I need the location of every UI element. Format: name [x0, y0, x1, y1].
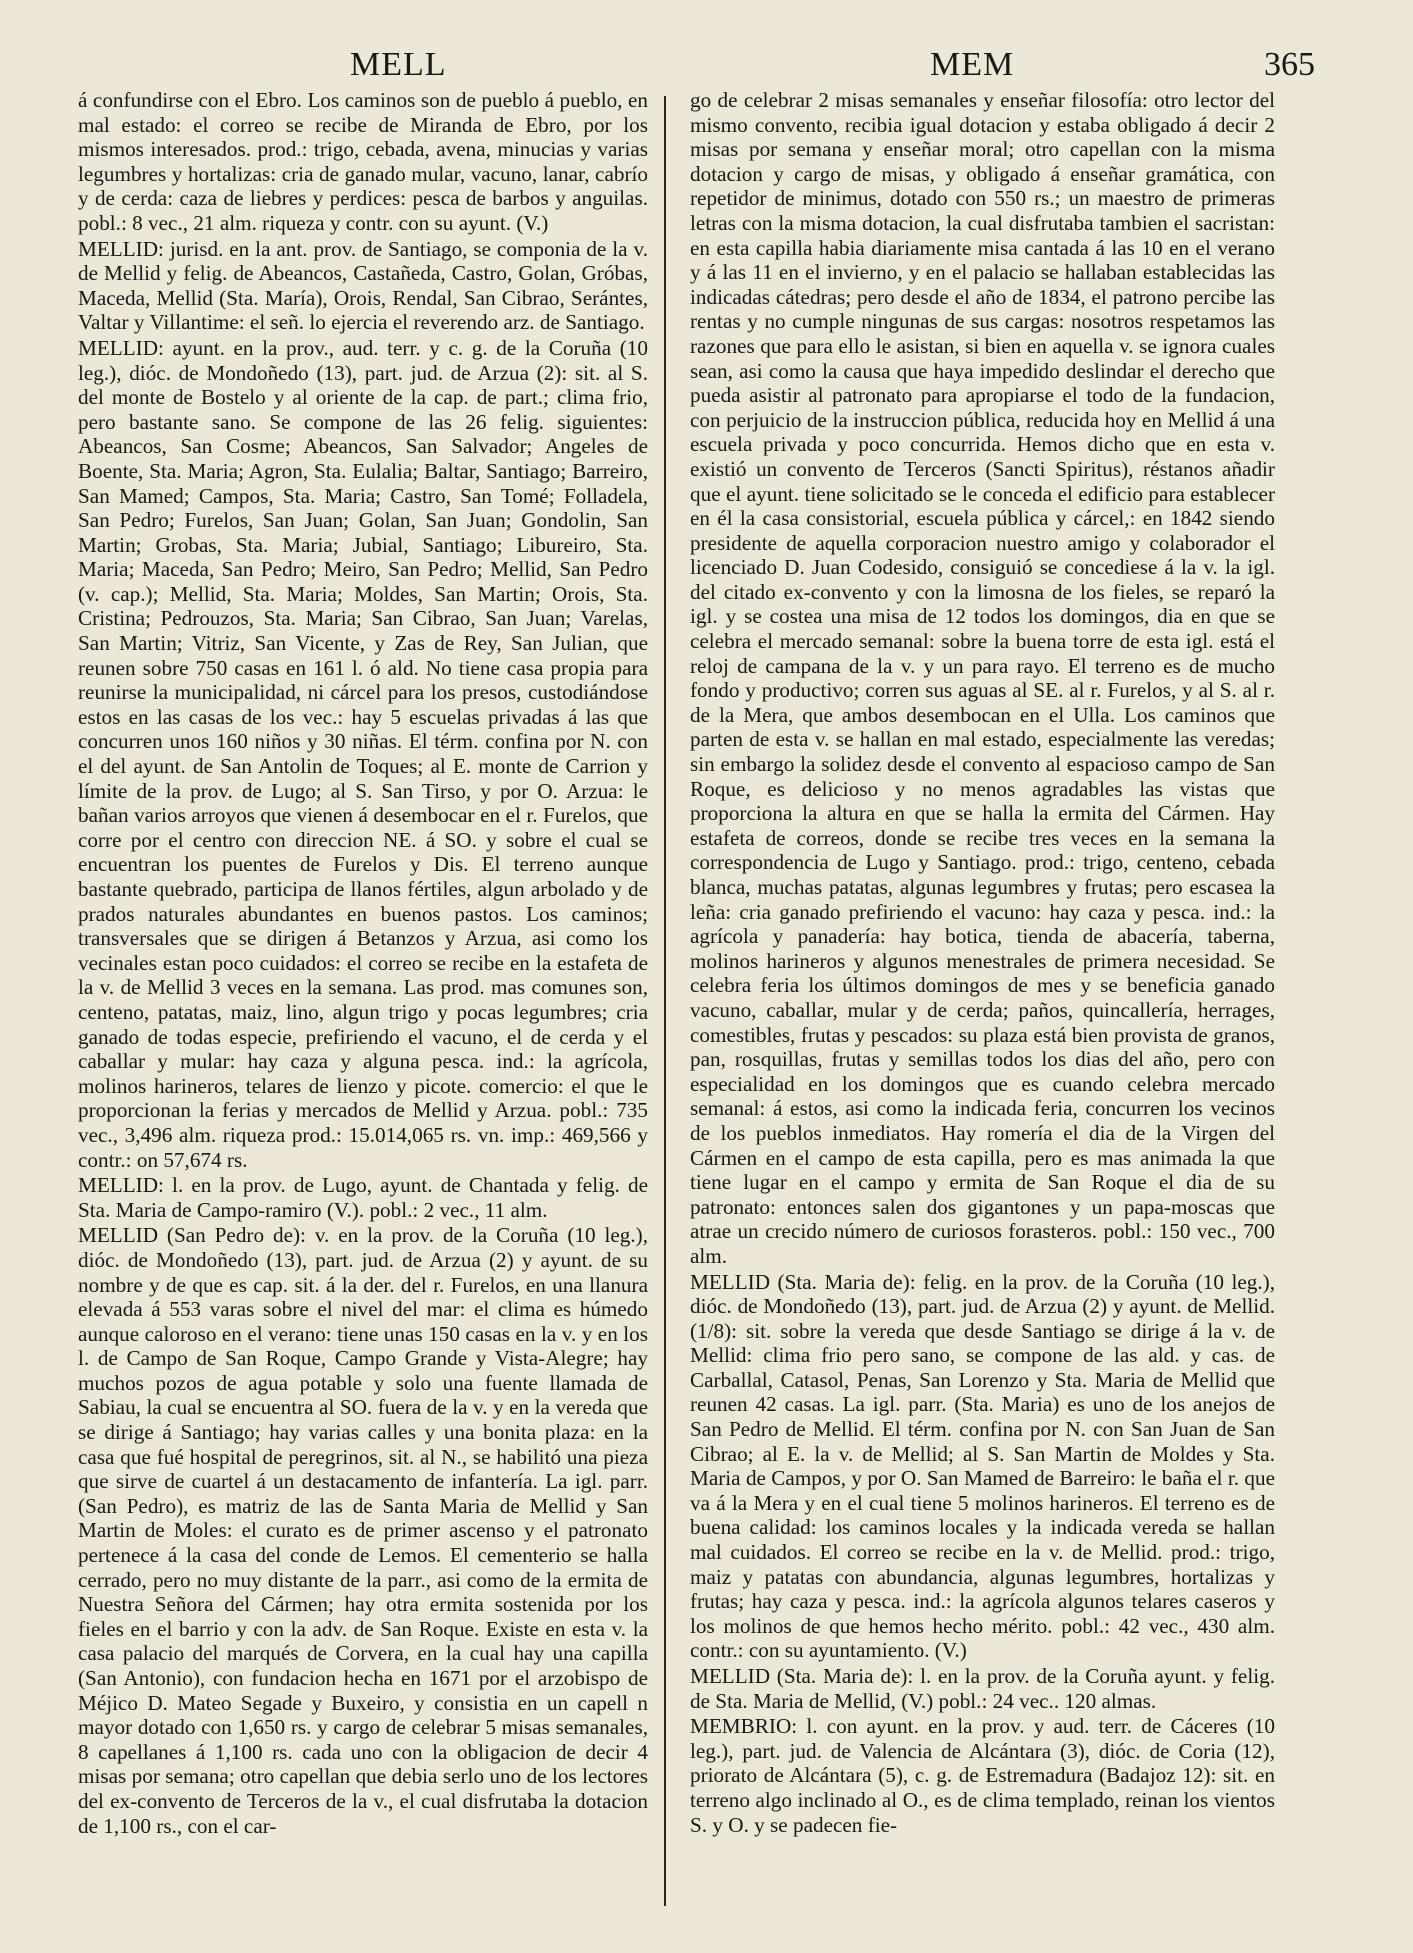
- page-header: [60, 40, 1360, 90]
- column-divider: [664, 96, 666, 1906]
- running-head-left: MELL: [350, 46, 447, 83]
- entry-paragraph: MELLID (San Pedro de): v. en la prov. de la Coruña (10 leg.), dióc. de Mondoñedo (13), part. jud. de Arzua (2) y ayunt. de su nombre y de que es cap. sit. á la der. del r. Furelos, en una llanura elevada á 553 varas sobre el nivel del mar: el clima es húmedo aunque caloroso en el verano: tiene unas 150 casas en la v. y en los l. de Campo de San Roque, Campo Grande y Vista-Alegre; hay muchos pozos de agua potable y solo una fuente llamada de Sabiau, la cual se encuentra al SO. fuera de la v. y en la vereda que se dirige á Santiago; hay varias calles y una bonita plaza: en la casa que fué hospital de peregrinos, sit. al N., se habilitó una pieza que sirve de cuartel á un destacamento de infantería. La igl. parr. (San Pedro), es matriz de las de Santa Maria de Mellid y San Martin de Moles: el curato es de primer ascenso y el patronato pertenece á la casa del conde de Lemos. El cementerio se halla cerrado, pero no muy distante de la parr., asi como de la ermita de Nuestra Señora del Cármen; hay otra ermita sostenida por los fieles en el barrio y con la adv. de San Roque. Existe en esta v. la casa palacio del marqués de Corvera, en la cual hay una capilla (San Antonio), con fundacion hecha en 1671 por el arzobispo de Méjico D. Mateo Segade y Buxeiro, y consistia en un capell n mayor dotado con 1,650 rs. y cargo de celebrar 5 misas semanales, 8 capellanes á 1,100 rs. cada uno con la obligacion de decir 4 misas por semana; otro capellan que debia serlo uno de los lectores del ex-convento de Terceros de la v., el cual disfrutaba la dotacion de 1,100 rs., con el car-: [78, 1223, 648, 1838]
- entry-paragraph: MEMBRIO: l. con ayunt. en la prov. y aud. terr. de Cáceres (10 leg.), part. jud. de Valencia de Alcántara (3), dióc. de Coria (12), priorato de Alcántara (5), c. g. de Estremadura (Badajoz 12): sit. en terreno algo inclinado al O., es de clima templado, reinan los vientos S. y O. y se padecen fie-: [690, 1714, 1275, 1837]
- entry-paragraph: go de celebrar 2 misas semanales y enseñar filosofía: otro lector del mismo convento, recibia igual dotacion y estaba obligado á decir 2 misas por semana y enseñar moral; otro capellan con la misma dotacion y cargo de misas, y obligado á enseñar gramática, con repetidor de minimus, dotado con 550 rs.; un maestro de primeras letras con la misma dotacion, la cual disfrutaba tambien el sacristan: en esta capilla habia diariamente misa cantada á las 10 en el verano y á las 11 en el invierno, y en el palacio se hallaban establecidas las indicadas cátedras; pero desde el año de 1834, el patrono percibe las rentas y no cumple ningunas de sus cargas: nosotros respetamos las razones que para ello le asistan, si bien en aquella v. se ignora cuales sean, asi como la causa que haya impedido deslindar el derecho que pueda asistir al patronato para apropiarse el todo de la fundacion, con perjuicio de la instruccion pública, reducida hoy en Mellid á una escuela privada y poco concurrida. Hemos dicho que en esta v. existió un convento de Terceros (Sancti Spiritus), réstanos añadir que el ayunt. tiene solicitado se le conceda el edificio para establecer en él la casa consistorial, escuela pública y cárcel,: en 1842 siendo presidente de aquella corporacion nuestro amigo y colaborador el licenciado D. Juan Codesido, consiguió se concediese á la v. la igl. del citado ex-convento y con la limosna de los fieles, se reparó la igl. y se costea una misa de 12 todos los domingos, dia en que se celebra el mercado semanal: sobre la buena torre de esta igl. está el reloj de campana de la v. y un para rayo. El terreno es de mucho fondo y productivo; corren sus aguas al SE. al r. Furelos, y al S. al r. de la Mera, que ambos desembocan en el Ulla. Los caminos que parten de esta v. se hallan en mal estado, especialmente las veredas; sin embargo la solidez desde el convento al espacioso campo de San Roque, es delicioso y no menos agradables las vistas que proporciona la altura en que se halla la ermita del Cármen. Hay estafeta de correos, donde se recibe tres veces en la semana la correspondencia de Lugo y Santiago. prod.: trigo, centeno, cebada blanca, muchas patatas, algunas legumbres y frutas; pero escasea la leña: cria ganado prefiriendo el vacuno: hay caza y pesca. ind.: la agrícola y panadería: hay botica, tienda de abacería, taberna, molinos harineros y algunos menestrales de primera necesidad. Se celebra feria los últimos domingos de mes y se beneficia ganado vacuno, caballar, mular y de cerda; paños, quincallería, herrages, comestibles, frutas y pescados: su plaza está bien provista de granos, pan, rosquillas, frutas y semillas todos los dias del año, pero con especialidad en los domingos que es cuando celebra mercado semanal: á estos, asi como la indicada feria, concurren los vecinos de los pueblos inmediatos. Hay romería el dia de la Virgen del Cármen en el campo de esta capilla, pero es mas animada la que tiene lugar en el campo y ermita de San Roque el dia de su patronato: entonces salen dos gigantones y un papa-moscas que atrae un crecido número de curiosos forasteros. pobl.: 150 vec., 700 alm.: [690, 88, 1275, 1268]
- entry-paragraph: á confundirse con el Ebro. Los caminos son de pueblo á pueblo, en mal estado: el correo se recibe de Miranda de Ebro, por los mismos interesados. prod.: trigo, cebada, avena, minucias y varias legumbres y hortalizas: cria de ganado mular, vacuno, lanar, cabrío y de cerda: caza de liebres y perdices: pesca de barbos y anguilas. pobl.: 8 vec., 21 alm. riqueza y contr. con su ayunt. (V.): [78, 88, 648, 235]
- running-head-right: MEM: [930, 46, 1015, 83]
- left-column: [78, 88, 648, 1838]
- right-column: [690, 88, 1275, 1837]
- entry-paragraph: MELLID: l. en la prov. de Lugo, ayunt. de Chantada y felig. de Sta. Maria de Campo-ramiro (V.). pobl.: 2 vec., 11 alm.: [78, 1173, 648, 1222]
- entry-paragraph: MELLID: ayunt. en la prov., aud. terr. y c. g. de la Coruña (10 leg.), dióc. de Mondoñedo (13), part. jud. de Arzua (2): sit. al S. del monte de Bostelo y al oriente de la cap. de part.; clima frio, pero bastante sano. Se compone de las 26 felig. siguientes: Abeancos, San Cosme; Abeancos, San Salvador; Angeles de Boente, Sta. Maria; Agron, Sta. Eulalia; Baltar, Santiago; Barreiro, San Mamed; Campos, Sta. Maria; Castro, San Tomé; Folladela, San Pedro; Furelos, San Juan; Golan, San Juan; Gondolin, San Martin; Grobas, Sta. Maria; Jubial, Santiago; Libureiro, Sta. Maria; Maceda, San Pedro; Meiro, San Pedro; Mellid, San Pedro (v. cap.); Mellid, Sta. Maria; Moldes, San Martin; Orois, Sta. Cristina; Pedrouzos, Sta. Maria; San Cibrao, San Juan; Varelas, San Martin; Vitriz, San Vicente, y Zas de Rey, San Julian, que reunen sobre 750 casas en 161 l. ó ald. No tiene casa propia para reunirse la municipalidad, ni cárcel para los presos, custodiándose estos en las casas de los vec.: hay 5 escuelas privadas á las que concurren unos 160 niños y 30 niñas. El térm. confina por N. con el del ayunt. de San Antolin de Toques; al E. monte de Carrion y límite de la prov. de Lugo; al S. San Tirso, y por O. Arzua: le bañan varios arroyos que vienen á desembocar en el r. Furelos, que corre por el centro con direccion NE. á SO. y sobre el cual se encuentran los puentes de Furelos y Dis. El terreno aunque bastante quebrado, participa de llanos fértiles, algun arbolado y de prados naturales abundantes en buenos pastos. Los caminos; transversales que se dirigen á Betanzos y Arzua, asi como los vecinales estan poco cuidados: el correo se recibe en la estafeta de la v. de Mellid 3 veces en la semana. Las prod. mas comunes son, centeno, patatas, maiz, lino, algun trigo y pocas legumbres; cria ganado de todas especie, prefiriendo el vacuno, el de cerda y el caballar y mular: hay caza y alguna pesca. ind.: la agrícola, molinos harineros, telares de lienzo y picote. comercio: el que le proporcionan la ferias y mercados de Mellid y Arzua. pobl.: 735 vec., 3,496 alm. riqueza prod.: 15.014,065 rs. vn. imp.: 469,566 y contr.: on 57,674 rs.: [78, 335, 648, 1172]
- entry-paragraph: MELLID (Sta. Maria de): felig. en la prov. de la Coruña (10 leg.), dióc. de Mondoñedo (13), part. jud. de Arzua (2) y ayunt. de Mellid. (1/8): sit. sobre la vereda que desde Santiago se dirige á la v. de Mellid: clima frio pero sano, se compone de las ald. y cas. de Carballal, Catasol, Penas, San Lorenzo y Sta. Maria de Mellid que reunen 42 casas. La igl. parr. (Sta. Maria) es uno de los anejos de San Pedro de Mellid. El térm. confina por N. con San Juan de San Cibrao; al E. la v. de Mellid; al S. San Martin de Moldes y Sta. Maria de Campos, y por O. San Mamed de Barreiro: le baña el r. que va á la Mera y en el cual tiene 5 molinos harineros. El terreno es de buena calidad: los caminos locales y la indicada vereda se hallan mal cuidados. El correo se recibe en la v. de Mellid. prod.: trigo, maiz y patatas con abundancia, algunas legumbres, hortalizas y frutas; hay caza y pesca. ind.: la agrícola algunos telares caseros y los molinos de que hemos hecho mérito. pobl.: 42 vec., 430 alm. contr.: con su ayuntamiento. (V.): [690, 1269, 1275, 1663]
- entry-paragraph: MELLID (Sta. Maria de): l. en la prov. de la Coruña ayunt. y felig. de Sta. Maria de Mellid, (V.) pobl.: 24 vec.. 120 almas.: [690, 1664, 1275, 1713]
- page-number: 365: [1264, 46, 1315, 83]
- entry-paragraph: MELLID: jurisd. en la ant. prov. de Santiago, se componia de la v. de Mellid y felig. de Abeancos, Castañeda, Castro, Golan, Gróbas, Maceda, Mellid (Sta. María), Orois, Rendal, San Cibrao, Serántes, Valtar y Villantime: el señ. lo ejercia el reverendo arz. de Santiago.: [78, 236, 648, 335]
